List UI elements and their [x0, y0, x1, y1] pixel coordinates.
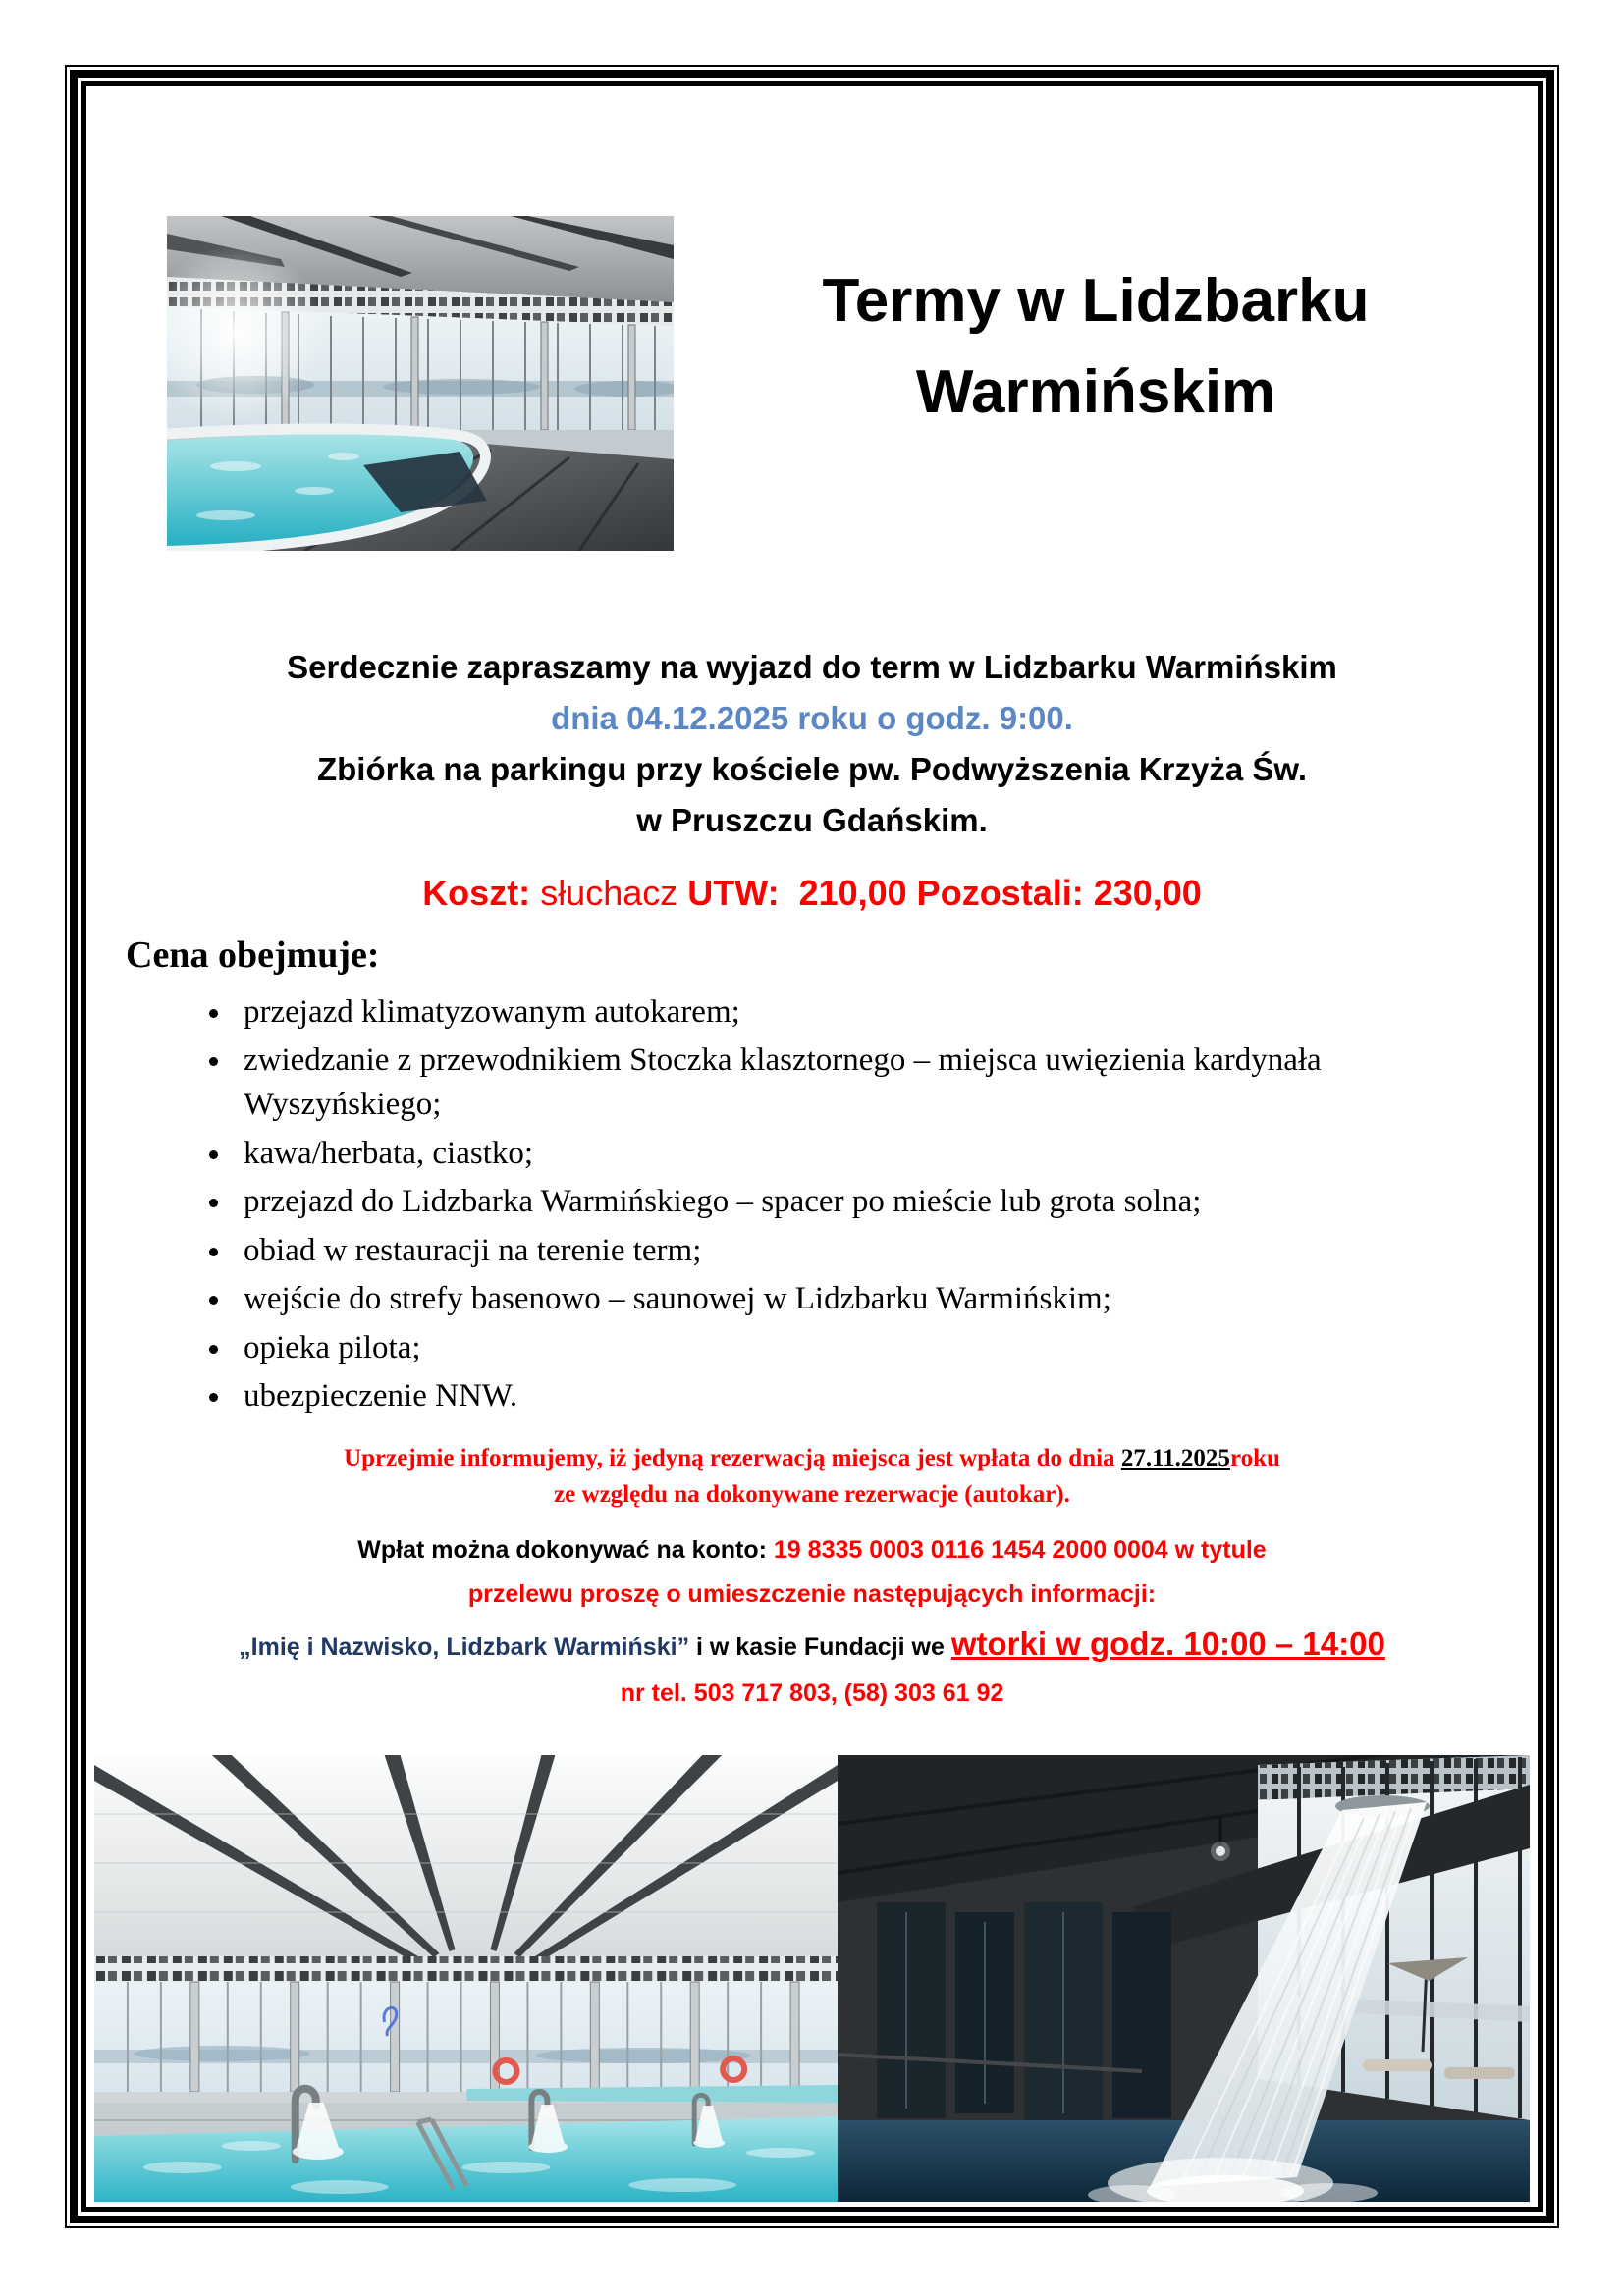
transfer-title: „Imię i Nazwisko, Lidzbark Warmiński” — [239, 1632, 690, 1661]
reservation-line2: ze względu na dokonywane rezerwacje (autokar). — [554, 1481, 1070, 1509]
top-pool-photo — [167, 216, 674, 551]
list-item: • obiad w restauracji na terenie term; — [234, 1229, 1392, 1273]
cash-desk-text: i w kasie Fundacji we — [689, 1632, 951, 1661]
reservation-note — [86, 1440, 1538, 1514]
intro-line-invitation: Serdecznie zapraszamy na wyjazd do term w Lidzbarku Warmińskim — [287, 649, 1337, 685]
page-title — [674, 255, 1518, 551]
meeting-place-line1: Zbiórka na parkingu przy kościele pw. Podwyższenia Krzyża Św. — [316, 751, 1307, 788]
list-item: • opieka pilota; — [234, 1326, 1392, 1370]
phone-row: nr tel. 503 717 803, (58) 303 61 92 — [620, 1680, 1004, 1707]
account-number: 19 8335 0003 0116 1454 2000 0004 w tytule — [773, 1535, 1267, 1564]
list-item: • zwiedzanie z przewodnikiem Stoczka klasztornego – miejsca uwięzienia kardynała Wyszyńskiego; — [234, 1039, 1392, 1126]
bottom-left-pool-photo — [94, 1755, 838, 2202]
bottom-photos — [94, 1755, 1530, 2202]
intro-block — [86, 642, 1538, 847]
payment-deadline-date: 27.11.2025 — [1120, 1444, 1230, 1471]
reservation-line1: Uprzejmie informujemy, iż jedyną rezerwacją miejsca jest wpłata do dnia 27.11.2025roku — [344, 1444, 1280, 1471]
meeting-place-line2: w Pruszczu Gdańskim. — [636, 802, 988, 839]
price-includes-list — [86, 990, 1392, 1418]
cost-values: UTW: 210,00 Pozostali: 230,00 — [687, 872, 1202, 913]
list-item: • kawa/herbata, ciastko; — [234, 1132, 1392, 1176]
page-title-line2: Warmińskim — [915, 358, 1276, 426]
account-label: Wpłat można dokonywać na konto: — [357, 1535, 774, 1564]
cost-line — [86, 869, 1538, 918]
price-includes-heading: Cena obejmuje: — [126, 934, 380, 976]
payment-info — [86, 1533, 1538, 1711]
transfer-title-row — [86, 1622, 1538, 1667]
account-row — [86, 1533, 1538, 1568]
cost-sluchacz: słuchacz — [540, 872, 688, 913]
list-item: • wejście do strefy basenowo – saunowej w Lidzbarku Warmińskim; — [234, 1277, 1392, 1321]
list-item: • ubezpieczenie NNW. — [234, 1374, 1392, 1418]
list-item: • przejazd do Lidzbarka Warmińskiego – spacer po mieście lub grota solna; — [234, 1180, 1392, 1224]
page-border — [65, 65, 1559, 2228]
page-title-line1: Termy w Lidzbarku — [822, 267, 1370, 335]
flyer-header — [167, 216, 1518, 551]
transfer-instruction-row: przelewu proszę o umieszczenie następujących informacji: — [467, 1579, 1157, 1608]
cost-label: Koszt: — [422, 872, 541, 913]
cash-desk-hours: wtorki w godz. 10:00 – 14:00 — [950, 1625, 1385, 1662]
list-item: • przejazd klimatyzowanym autokarem; — [234, 990, 1392, 1035]
bottom-right-waterfall-photo — [838, 1755, 1530, 2202]
trip-date-line: dnia 04.12.2025 roku o godz. 9:00. — [551, 700, 1073, 737]
